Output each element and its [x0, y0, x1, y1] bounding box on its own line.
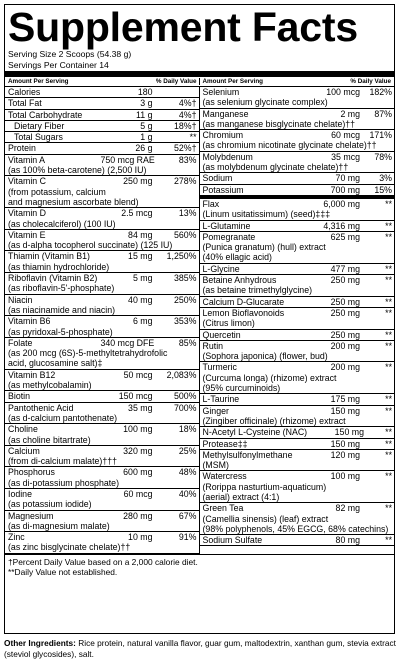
nutrient-row-main	[8, 532, 197, 542]
nutrient-row	[5, 230, 199, 252]
nutrient-daily-value: **	[385, 438, 392, 449]
nutrient-amount: 60 mcg	[331, 130, 360, 141]
nutrient-amount: 5 mg	[132, 273, 153, 284]
nutrient-name: L-Taurine	[202, 394, 240, 405]
nutrient-daily-value: **	[385, 362, 392, 373]
nutrient-source: (as molybdenum glycinate chelate)††	[202, 162, 349, 173]
nutrient-source: (as niacinamide and niacin)	[8, 304, 116, 315]
nutrient-name: Quercetin	[202, 329, 241, 340]
nutrient-row	[200, 471, 395, 503]
nutrient-name: Vitamin E	[8, 229, 46, 240]
nutrient-row	[5, 87, 199, 98]
header-dv-right: % Daily Value	[350, 78, 391, 85]
nutrient-amount: 1 g	[140, 132, 153, 143]
nutrient-daily-value: 25%	[178, 445, 197, 456]
nutrient-amount: 10 mg	[128, 532, 153, 543]
nutrient-source: (Citrus limon)	[202, 318, 255, 329]
right-column	[200, 87, 395, 554]
nutrient-row-main	[203, 297, 393, 307]
nutrient-row-main	[8, 121, 197, 131]
nutrient-name: Molybdenum	[202, 151, 253, 162]
nutrient-daily-value: 385%	[174, 273, 197, 284]
nutrient-amount: 2 mg	[340, 108, 360, 119]
nutrient-row	[200, 221, 395, 232]
nutrient-daily-value: 52%†	[174, 143, 197, 154]
nutrient-source: (as selenium glycinate complex)	[202, 97, 328, 108]
nutrient-row-main	[203, 264, 393, 274]
nutrient-amount: 180	[137, 87, 153, 97]
nutrient-name: Lemon Bioflavonoids	[202, 307, 285, 318]
nutrient-row	[200, 362, 395, 394]
footnote-dv: †Percent Daily Value based on a 2,000 calorie diet.	[8, 556, 198, 567]
nutrient-daily-value: 83%	[178, 154, 197, 165]
nutrient-daily-value: 15%	[374, 184, 392, 195]
nutrient-amount: 11 g	[136, 109, 153, 120]
nutrient-name: Protease‡‡	[202, 438, 248, 449]
nutrient-row-main	[203, 185, 393, 195]
nutrient-amount: 175 mg	[330, 394, 360, 405]
nutrient-row	[200, 152, 395, 174]
nutrient-name: Vitamin B6	[8, 316, 51, 327]
nutrient-name: Folate	[8, 337, 33, 348]
nutrient-row-main	[8, 110, 197, 120]
nutrient-row-main	[8, 87, 197, 97]
nutrient-amount: 250 mg	[330, 329, 360, 340]
nutrient-name: Methylsulfonylmethane	[202, 449, 293, 460]
nutrient-amount: 600 mg	[123, 467, 153, 478]
nutrient-amount: 250 mg	[123, 176, 153, 187]
nutrient-daily-value: 40%	[178, 488, 197, 499]
nutrient-row	[200, 341, 395, 363]
nutrient-row-main	[8, 424, 197, 434]
nutrient-amount: 82 mg	[335, 503, 360, 514]
nutrient-amount: 15 mg	[128, 251, 153, 262]
nutrient-name: Vitamin A	[8, 154, 45, 165]
left-column	[5, 87, 200, 554]
nutrient-daily-value: 87%	[374, 108, 392, 119]
nutrient-daily-value: **	[385, 394, 392, 405]
nutrient-name: Pomegranate	[202, 231, 256, 242]
nutrient-source: (as zinc bisglycinate chelate)††	[8, 542, 131, 553]
serving-size: Serving Size 2 Scoops (54.38 g)	[8, 49, 132, 59]
nutrient-row-main	[203, 199, 393, 209]
nutrient-amount: 100 mg	[123, 424, 153, 435]
nutrient-row	[200, 535, 395, 546]
nutrient-daily-value: 171%	[369, 130, 392, 141]
nutrient-source: (as methylcobalamin)	[8, 380, 92, 391]
nutrient-source: (as di-potassium phosphate)	[8, 477, 119, 488]
nutrient-daily-value: 78%	[374, 151, 392, 162]
nutrient-row-main	[8, 273, 197, 283]
footnotes	[5, 554, 394, 578]
nutrient-daily-value: 278%	[174, 176, 197, 187]
nutrient-daily-value: **	[385, 296, 392, 307]
nutrient-amount: 150 mg	[330, 438, 360, 449]
nutrient-row	[200, 232, 395, 264]
table-header	[5, 77, 394, 87]
nutrient-daily-value: **	[385, 535, 392, 546]
nutrient-row	[5, 489, 199, 511]
nutrient-daily-value: 1,250%	[166, 251, 197, 262]
nutrient-daily-value: **	[385, 427, 392, 438]
nutrient-source: (as potassium iodide)	[8, 499, 92, 510]
nutrient-daily-value: 85%	[178, 337, 197, 348]
nutrient-daily-value	[153, 87, 197, 97]
nutrient-daily-value: 700%	[174, 402, 197, 413]
nutrient-name: Calcium	[8, 445, 40, 456]
nutrient-source: (Linum usitatissimum) (seed)‡‡‡	[202, 209, 331, 220]
nutrient-row-main	[8, 511, 197, 521]
nutrient-source: (Sophora japonica) (flower, bud)	[202, 351, 328, 362]
nutrient-source: (as 100% beta-carotene) (2,500 IU)	[8, 165, 147, 176]
nutrient-row	[200, 503, 395, 535]
nutrient-row	[5, 370, 199, 392]
nutrient-name: Calcium D-Glucarate	[202, 296, 285, 307]
nutrient-name: Manganese	[202, 108, 249, 119]
nutrient-name: Iodine	[8, 488, 32, 499]
nutrient-daily-value: **	[385, 503, 392, 514]
nutrient-daily-value: **	[385, 263, 392, 274]
nutrient-source: (Camellia sinensis) (leaf) extract	[202, 513, 329, 524]
nutrient-amount: 340 mcg DFE	[100, 337, 155, 348]
nutrient-row-main	[203, 406, 393, 416]
nutrient-name: Chromium	[202, 130, 244, 141]
nutrient-daily-value: 560%	[174, 229, 197, 240]
nutrient-amount: 6,000 mg	[323, 198, 360, 209]
nutrient-row	[5, 121, 199, 132]
nutrient-amount: 50 mcg	[123, 369, 153, 380]
header-left	[8, 78, 197, 85]
nutrient-row	[5, 98, 199, 109]
nutrient-row-main	[203, 152, 393, 162]
nutrient-amount: 250 mg	[330, 275, 360, 286]
nutrient-row-main	[203, 362, 393, 372]
nutrient-amount: 750 mcg RAE	[100, 154, 155, 165]
nutrient-row	[5, 532, 199, 554]
nutrient-row	[200, 275, 395, 297]
nutrient-source: (as betaine trimethylglycine)	[202, 285, 313, 296]
nutrient-daily-value: **	[189, 132, 197, 143]
nutrient-daily-value: 353%	[174, 316, 197, 327]
header-dv-left: % Daily Value	[155, 78, 197, 85]
nutrient-amount: 100 mg	[330, 471, 360, 482]
nutrient-source: (as cholecalciferol) (100 IU)	[8, 218, 116, 229]
nutrient-amount: 320 mg	[123, 445, 153, 456]
nutrient-row-main	[203, 221, 393, 231]
nutrient-amount: 26 g	[135, 143, 153, 154]
nutrient-row-main	[8, 316, 197, 326]
other-ingredients-text: Rice protein, natural vanilla flavor, guar gum, maltodextrin, xanthan gum, stevia extract (steviol glycosides), salt.	[4, 638, 396, 659]
nutrient-amount: 3 g	[140, 98, 153, 109]
nutrient-name: L-Glycine	[202, 263, 240, 274]
nutrient-amount: 6 mg	[132, 316, 153, 327]
nutrient-name: Total Sugars	[14, 132, 63, 143]
nutrient-daily-value: 48%	[178, 467, 197, 478]
nutrient-amount: 35 mg	[128, 402, 153, 413]
nutrient-row-main	[203, 232, 393, 242]
nutrient-row	[200, 427, 395, 438]
header-right	[199, 78, 392, 85]
nutrient-amount: 150 mg	[330, 405, 360, 416]
nutrient-row	[5, 391, 199, 402]
nutrient-row-main	[203, 394, 393, 404]
nutrient-name: Dietary Fiber	[14, 120, 65, 131]
nutrient-row	[200, 109, 395, 131]
nutrient-row	[200, 199, 395, 221]
nutrient-row	[200, 173, 395, 184]
nutrient-row-main	[8, 155, 197, 165]
nutrient-row-main	[203, 341, 393, 351]
nutrient-name: Total Carbohydrate	[8, 109, 83, 120]
nutrient-row	[5, 295, 199, 317]
nutrient-name: Calories	[8, 87, 41, 97]
footnote-not-established: **Daily Value not established.	[8, 567, 118, 578]
nutrient-amount: 700 mg	[330, 184, 360, 195]
nutrient-source: (from di-calcium malate)†††	[8, 456, 118, 467]
nutrient-name: Riboflavin (Vitamin B2)	[8, 273, 98, 284]
nutrient-row-main	[8, 391, 197, 401]
nutrient-source: acid, glucosamine salt)‡	[8, 358, 103, 369]
nutrient-row	[5, 403, 199, 425]
nutrient-row-main	[8, 370, 197, 380]
nutrient-source: (as pyridoxal-5-phosphate)	[8, 326, 113, 337]
nutrient-row-main	[8, 98, 197, 108]
nutrient-row	[5, 110, 199, 121]
nutrient-name: Rutin	[202, 340, 224, 351]
nutrient-row	[5, 424, 199, 446]
nutrient-row	[5, 132, 199, 143]
nutrient-row	[5, 176, 199, 208]
nutrient-daily-value: 182%	[369, 87, 392, 97]
nutrient-amount: 200 mg	[330, 340, 360, 351]
nutrient-source: (as choline bitartrate)	[8, 434, 91, 445]
nutrient-daily-value: 13%	[178, 208, 197, 219]
nutrient-row-main	[8, 176, 197, 186]
nutrient-name: Vitamin D	[8, 208, 46, 219]
nutrient-name: N-Acetyl L-Cysteine (NAC)	[202, 427, 308, 438]
nutrient-name: Ginger	[202, 405, 229, 416]
supplement-facts-panel	[4, 4, 395, 634]
servings-per-container: Servings Per Container 14	[8, 59, 109, 70]
nutrient-daily-value: 500%	[174, 391, 197, 402]
nutrient-name: Magnesium	[8, 510, 54, 521]
nutrient-row-main	[203, 450, 393, 460]
nutrient-row-main	[8, 295, 197, 305]
nutrient-amount: 2.5 mcg	[121, 208, 153, 219]
nutrient-row-main	[8, 251, 197, 261]
nutrient-name: Biotin	[8, 391, 31, 402]
nutrient-daily-value: **	[385, 471, 392, 482]
nutrient-source: (as 200 mcg (6S)-5-methyltetrahydrofolic	[8, 348, 168, 359]
nutrient-amount: 5 g	[140, 120, 153, 131]
nutrient-columns	[5, 87, 394, 554]
nutrient-source: (as di-magnesium malate)	[8, 520, 110, 531]
nutrient-amount: 150 mg	[334, 427, 364, 438]
nutrient-daily-value: 4%†	[178, 109, 197, 120]
nutrient-row	[5, 316, 199, 338]
nutrient-source: (Rorippa nasturtium-aquaticum)	[202, 481, 327, 492]
nutrient-name: Turmeric	[202, 362, 237, 373]
nutrient-name: Total Fat	[8, 98, 42, 109]
nutrient-name: Selenium	[202, 87, 240, 97]
nutrient-source: (from potassium, calcium	[8, 186, 106, 197]
nutrient-source: (as riboflavin-5'-phosphate)	[8, 283, 115, 294]
nutrient-amount: 35 mcg	[331, 151, 360, 162]
nutrient-amount: 60 mcg	[123, 488, 153, 499]
nutrient-row	[200, 439, 395, 450]
nutrient-amount: 625 mg	[330, 231, 360, 242]
nutrient-daily-value: **	[385, 198, 392, 209]
nutrient-row	[5, 208, 199, 230]
nutrient-row-main	[203, 275, 393, 285]
nutrient-row	[200, 308, 395, 330]
nutrient-daily-value: **	[385, 449, 392, 460]
nutrient-source: (aerial) extract (4:1)	[202, 491, 280, 502]
nutrient-row-main	[203, 87, 393, 97]
nutrient-row-main	[8, 446, 197, 456]
nutrient-row-main	[8, 467, 197, 477]
nutrient-source: (Curcuma longa) (rhizome) extract	[202, 372, 337, 383]
nutrient-daily-value: **	[385, 275, 392, 286]
nutrient-row-main	[8, 143, 197, 153]
nutrient-row-main	[8, 489, 197, 499]
nutrient-row-main	[203, 471, 393, 481]
nutrient-amount: 70 mg	[335, 173, 360, 184]
nutrient-row	[5, 273, 199, 295]
nutrient-amount: 4,316 mg	[323, 220, 360, 231]
nutrient-name: Phosphorus	[8, 467, 55, 478]
nutrient-name: Pantothenic Acid	[8, 402, 74, 413]
nutrient-row-main	[8, 132, 197, 142]
nutrient-row-main	[203, 427, 393, 437]
nutrient-amount: 250 mg	[330, 307, 360, 318]
nutrient-daily-value: **	[385, 231, 392, 242]
nutrient-name: Thiamin (Vitamin B1)	[8, 251, 90, 262]
nutrient-row	[200, 394, 395, 405]
nutrient-row	[200, 330, 395, 341]
nutrient-row-main	[203, 109, 393, 119]
nutrient-row	[200, 130, 395, 152]
nutrient-source: (98% polyphenols, 45% EGCG, 68% catechins)	[202, 523, 389, 534]
nutrient-row-main	[8, 338, 197, 348]
nutrient-name: Choline	[8, 424, 38, 435]
nutrient-row	[5, 251, 199, 273]
nutrient-row	[200, 87, 395, 109]
header-amount-right: Amount Per Serving	[202, 78, 264, 85]
nutrient-row-main	[8, 403, 197, 413]
nutrient-name: Sodium	[202, 173, 233, 184]
nutrient-daily-value: **	[385, 340, 392, 351]
nutrient-name: Sodium Sulfate	[202, 535, 263, 546]
nutrient-daily-value: 18%†	[174, 120, 197, 131]
panel-title: Supplement Facts	[8, 4, 358, 50]
nutrient-amount: 84 mg	[128, 229, 153, 240]
nutrient-name: Protein	[8, 143, 36, 154]
nutrient-source: (as manganese bisglycinate chelate)††	[202, 118, 356, 129]
nutrient-name: Vitamin C	[8, 176, 46, 187]
nutrient-name: Green Tea	[202, 503, 244, 514]
nutrient-daily-value: 2,083%	[166, 369, 197, 380]
nutrient-row-main	[203, 535, 393, 545]
nutrient-row	[200, 406, 395, 428]
nutrient-amount: 250 mg	[330, 296, 360, 307]
nutrient-source: (Punica granatum) (hull) extract	[202, 242, 326, 253]
nutrient-name: Watercress	[202, 471, 247, 482]
nutrient-source: (as d-calcium pantothenate)	[8, 412, 118, 423]
nutrient-amount: 100 mcg	[326, 87, 360, 97]
nutrient-daily-value: 18%	[178, 424, 197, 435]
nutrient-row	[5, 446, 199, 468]
nutrient-row	[5, 155, 199, 177]
nutrient-source: (as thiamin hydrochloride)	[8, 261, 110, 272]
nutrient-amount: 120 mg	[330, 449, 360, 460]
nutrient-name: Zinc	[8, 532, 25, 543]
nutrient-daily-value: 250%	[174, 294, 197, 305]
nutrient-amount: 200 mg	[330, 362, 360, 373]
nutrient-row	[5, 338, 199, 370]
nutrient-source: (95% curcuminoids)	[202, 383, 281, 394]
nutrient-source: (MSM)	[202, 460, 229, 471]
nutrient-row-main	[203, 173, 393, 183]
nutrient-daily-value: 4%†	[178, 98, 197, 109]
nutrient-source: (Zingiber officinale) (rhizome) extract	[202, 415, 346, 426]
nutrient-daily-value: **	[385, 307, 392, 318]
nutrient-row	[200, 264, 395, 275]
nutrient-amount: 40 mg	[128, 294, 153, 305]
nutrient-row-main	[8, 208, 197, 218]
nutrient-amount: 80 mg	[335, 535, 360, 546]
nutrient-row	[5, 467, 199, 489]
nutrient-row	[5, 511, 199, 533]
nutrient-daily-value: 91%	[178, 532, 197, 543]
nutrient-row-main	[203, 308, 393, 318]
nutrient-source: (as d-alpha tocopherol succinate) (125 IU)	[8, 240, 173, 251]
nutrient-amount: 477 mg	[330, 263, 360, 274]
nutrient-row	[200, 450, 395, 472]
nutrient-name: Niacin	[8, 294, 33, 305]
other-ingredients	[4, 638, 396, 659]
nutrient-daily-value: **	[385, 405, 392, 416]
nutrient-source: (40% ellagic acid)	[202, 252, 272, 263]
other-ingredients-label: Other Ingredients:	[4, 638, 76, 648]
nutrient-name: Vitamin B12	[8, 369, 56, 380]
nutrient-row-main	[203, 330, 393, 340]
nutrient-amount: 280 mg	[123, 510, 153, 521]
nutrient-source: and magnesium ascorbate blend)	[8, 196, 139, 207]
nutrient-source: (as chromium nicotinate glycinate chelate)††	[202, 140, 377, 151]
nutrient-daily-value: 3%	[379, 173, 392, 184]
nutrient-row	[200, 185, 395, 199]
nutrient-row	[5, 143, 199, 154]
nutrient-row-main	[203, 130, 393, 140]
nutrient-row-main	[203, 503, 393, 513]
nutrient-daily-value: **	[385, 329, 392, 340]
nutrient-name: Flax	[202, 198, 220, 209]
nutrient-row	[200, 297, 395, 308]
nutrient-amount: 150 mcg	[118, 391, 153, 402]
nutrient-row-main	[203, 439, 393, 449]
nutrient-name: L-Glutamine	[202, 220, 251, 231]
header-amount-left: Amount Per Serving	[8, 78, 69, 85]
nutrient-daily-value: **	[385, 220, 392, 231]
nutrient-row-main	[8, 230, 197, 240]
nutrient-name: Betaine Anhydrous	[202, 275, 277, 286]
nutrient-name: Potassium	[202, 184, 244, 195]
nutrient-daily-value: 67%	[178, 510, 197, 521]
